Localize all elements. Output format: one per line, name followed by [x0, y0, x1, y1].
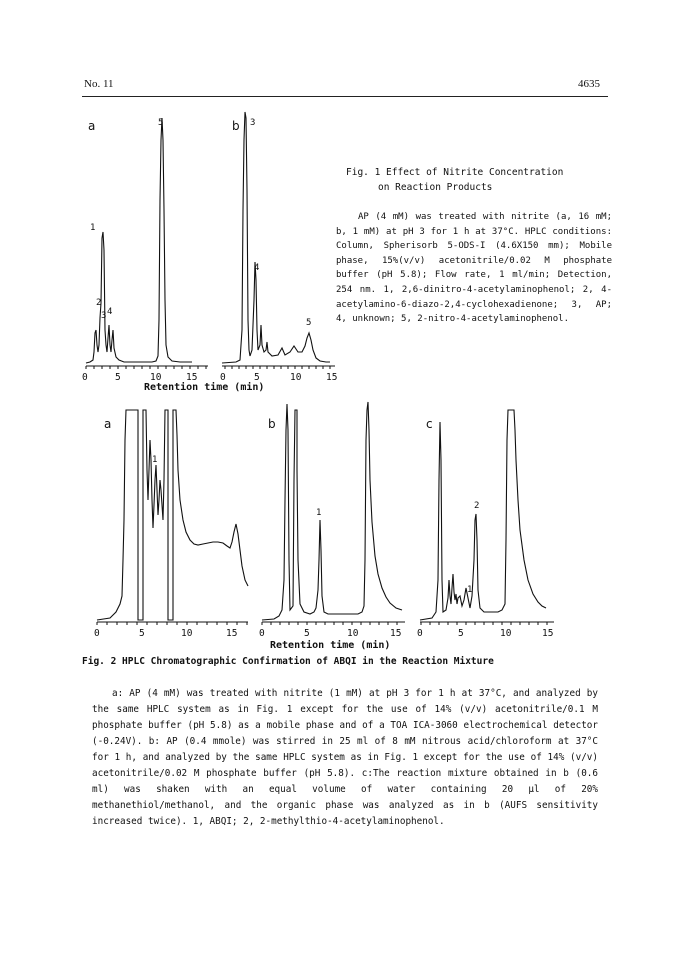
fig2-tick-label: 5: [304, 628, 310, 639]
fig1-peak-label: 5: [158, 118, 164, 128]
fig1-x-axis-label: Retention time (min): [144, 382, 265, 393]
fig1-tick-label: 5: [115, 372, 121, 383]
page-number: 4635: [578, 78, 600, 90]
fig2-trace-b: [262, 402, 402, 620]
fig1-title-line2: on Reaction Products: [378, 182, 493, 193]
fig1-peak-label: 4: [254, 263, 260, 273]
fig2-peak-label: 1: [467, 585, 473, 595]
fig2-tick-label: 0: [94, 628, 100, 639]
fig2-tick-label: 0: [417, 628, 423, 639]
fig1-peak-label: 2: [96, 298, 102, 308]
fig2-peak-label: 2: [474, 501, 480, 511]
fig1-title: [346, 165, 608, 195]
fig2-tick-label: 15: [390, 628, 402, 639]
fig2-tick-label: 15: [226, 628, 238, 639]
fig1-trace-a: [86, 118, 192, 363]
fig1-tick-label: 0: [82, 372, 88, 383]
fig1-tick-label: 0: [220, 372, 226, 383]
fig1-tick-label: 15: [326, 372, 338, 383]
fig2-panel-label-a: a: [104, 417, 112, 431]
fig2-trace-c: [420, 410, 546, 620]
fig2-x-axis-label: Retention time (min): [270, 640, 391, 651]
fig1-tick-label: 10: [290, 372, 302, 383]
fig2-caption: a: AP (4 mM) was treated with nitrite (1 mM) at pH 3 for 1 h at 37°C, and analyzed by the same HPLC system as in Fig. 1 except for the use of 14% (v/v) acetonitrile/0.1 M phosphate buffer (pH 5.8) as a mobile phase and of a TOA ICA-3060 electrochemical detector (-0.24V). b: AP (0.4 mmole) was stirred in 25 ml of 8 mM nitrous acid/chloroform at 37°C for 1 h, and analyzed by the same HPLC system as in Fig. 1 except for the use of 14% (v/v) acetonitrile/0.02 M phosphate buffer (pH 5.8). c:The reaction mixture obtained in b (0.6 ml) was shaken with an equal volume of water containing 20 µl of 20% methanethiol/methanol, and the organic phase was analyzed as in b (AUFS sensitivity increased twice). 1, ABQI; 2, 2-methylthio-4-acetylaminophenol.: [92, 688, 598, 827]
fig1-peak-label: 4: [107, 307, 113, 317]
fig1-panel-label-a: a: [88, 119, 96, 133]
fig2-tick-label: 10: [347, 628, 359, 639]
fig2-tick-label: 10: [181, 628, 193, 639]
fig1-tick-label: 15: [186, 372, 198, 383]
fig2-tick-label: 0: [259, 628, 265, 639]
fig2-chromatogram-b: [259, 402, 405, 639]
fig1-peak-label: 1: [90, 223, 96, 233]
fig1-tick-label: 10: [150, 372, 162, 383]
fig1-peak-label: 3: [250, 118, 256, 128]
fig1-caption: AP (4 mM) was treated with nitrite (a, 16 mM; b, 1 mM) at pH 3 for 1 h at 37°C. HPLC conditions: Column, Spherisorb 5-ODS-I (4.6X150 mm); Mobile phase, 15%(v/v) acetonitrile/0.02 M phosphate buffer (pH 5.8); Flow rate, 1 ml/min; Detection, 254 nm. 1, 2,6-dinitro-4-acetylaminophenol; 2, 4-acetylamino-6-diazo-2,4-cyclohexadienone; 3, AP; 4, unknown; 5, 2-nitro-4-acetylaminophenol.: [336, 212, 612, 325]
fig2-peak-label: 1: [152, 455, 158, 465]
fig2-chromatogram-a: [94, 410, 248, 639]
fig1-tick-label: 5: [254, 372, 260, 383]
fig1-chromatogram-a: [82, 118, 208, 383]
fig2-panel-label-c: c: [426, 417, 433, 431]
fig2-tick-label: 5: [139, 628, 145, 639]
fig1-trace-b: [222, 112, 330, 363]
fig1-peak-label: 5: [306, 318, 312, 328]
fig2-tick-label: 10: [500, 628, 512, 639]
fig2-trace-a: [97, 410, 248, 620]
fig1-title-line1: Fig. 1 Effect of Nitrite Concentration: [346, 167, 564, 178]
fig2-tick-label: 5: [458, 628, 464, 639]
fig1-panel-label-b: b: [232, 119, 240, 133]
fig2-panel-label-b: b: [268, 417, 276, 431]
fig2-tick-label: 15: [542, 628, 554, 639]
fig1-chromatogram-b: [220, 112, 337, 383]
fig2-chromatogram-c: [417, 410, 554, 639]
page-header-journal-issue: No. 11: [84, 78, 114, 90]
fig1-peak-label: 3: [101, 311, 107, 321]
fig2-peak-label: 1: [316, 508, 322, 518]
fig2-title: Fig. 2 HPLC Chromatographic Confirmation of ABQI in the Reaction Mixture: [82, 656, 494, 667]
